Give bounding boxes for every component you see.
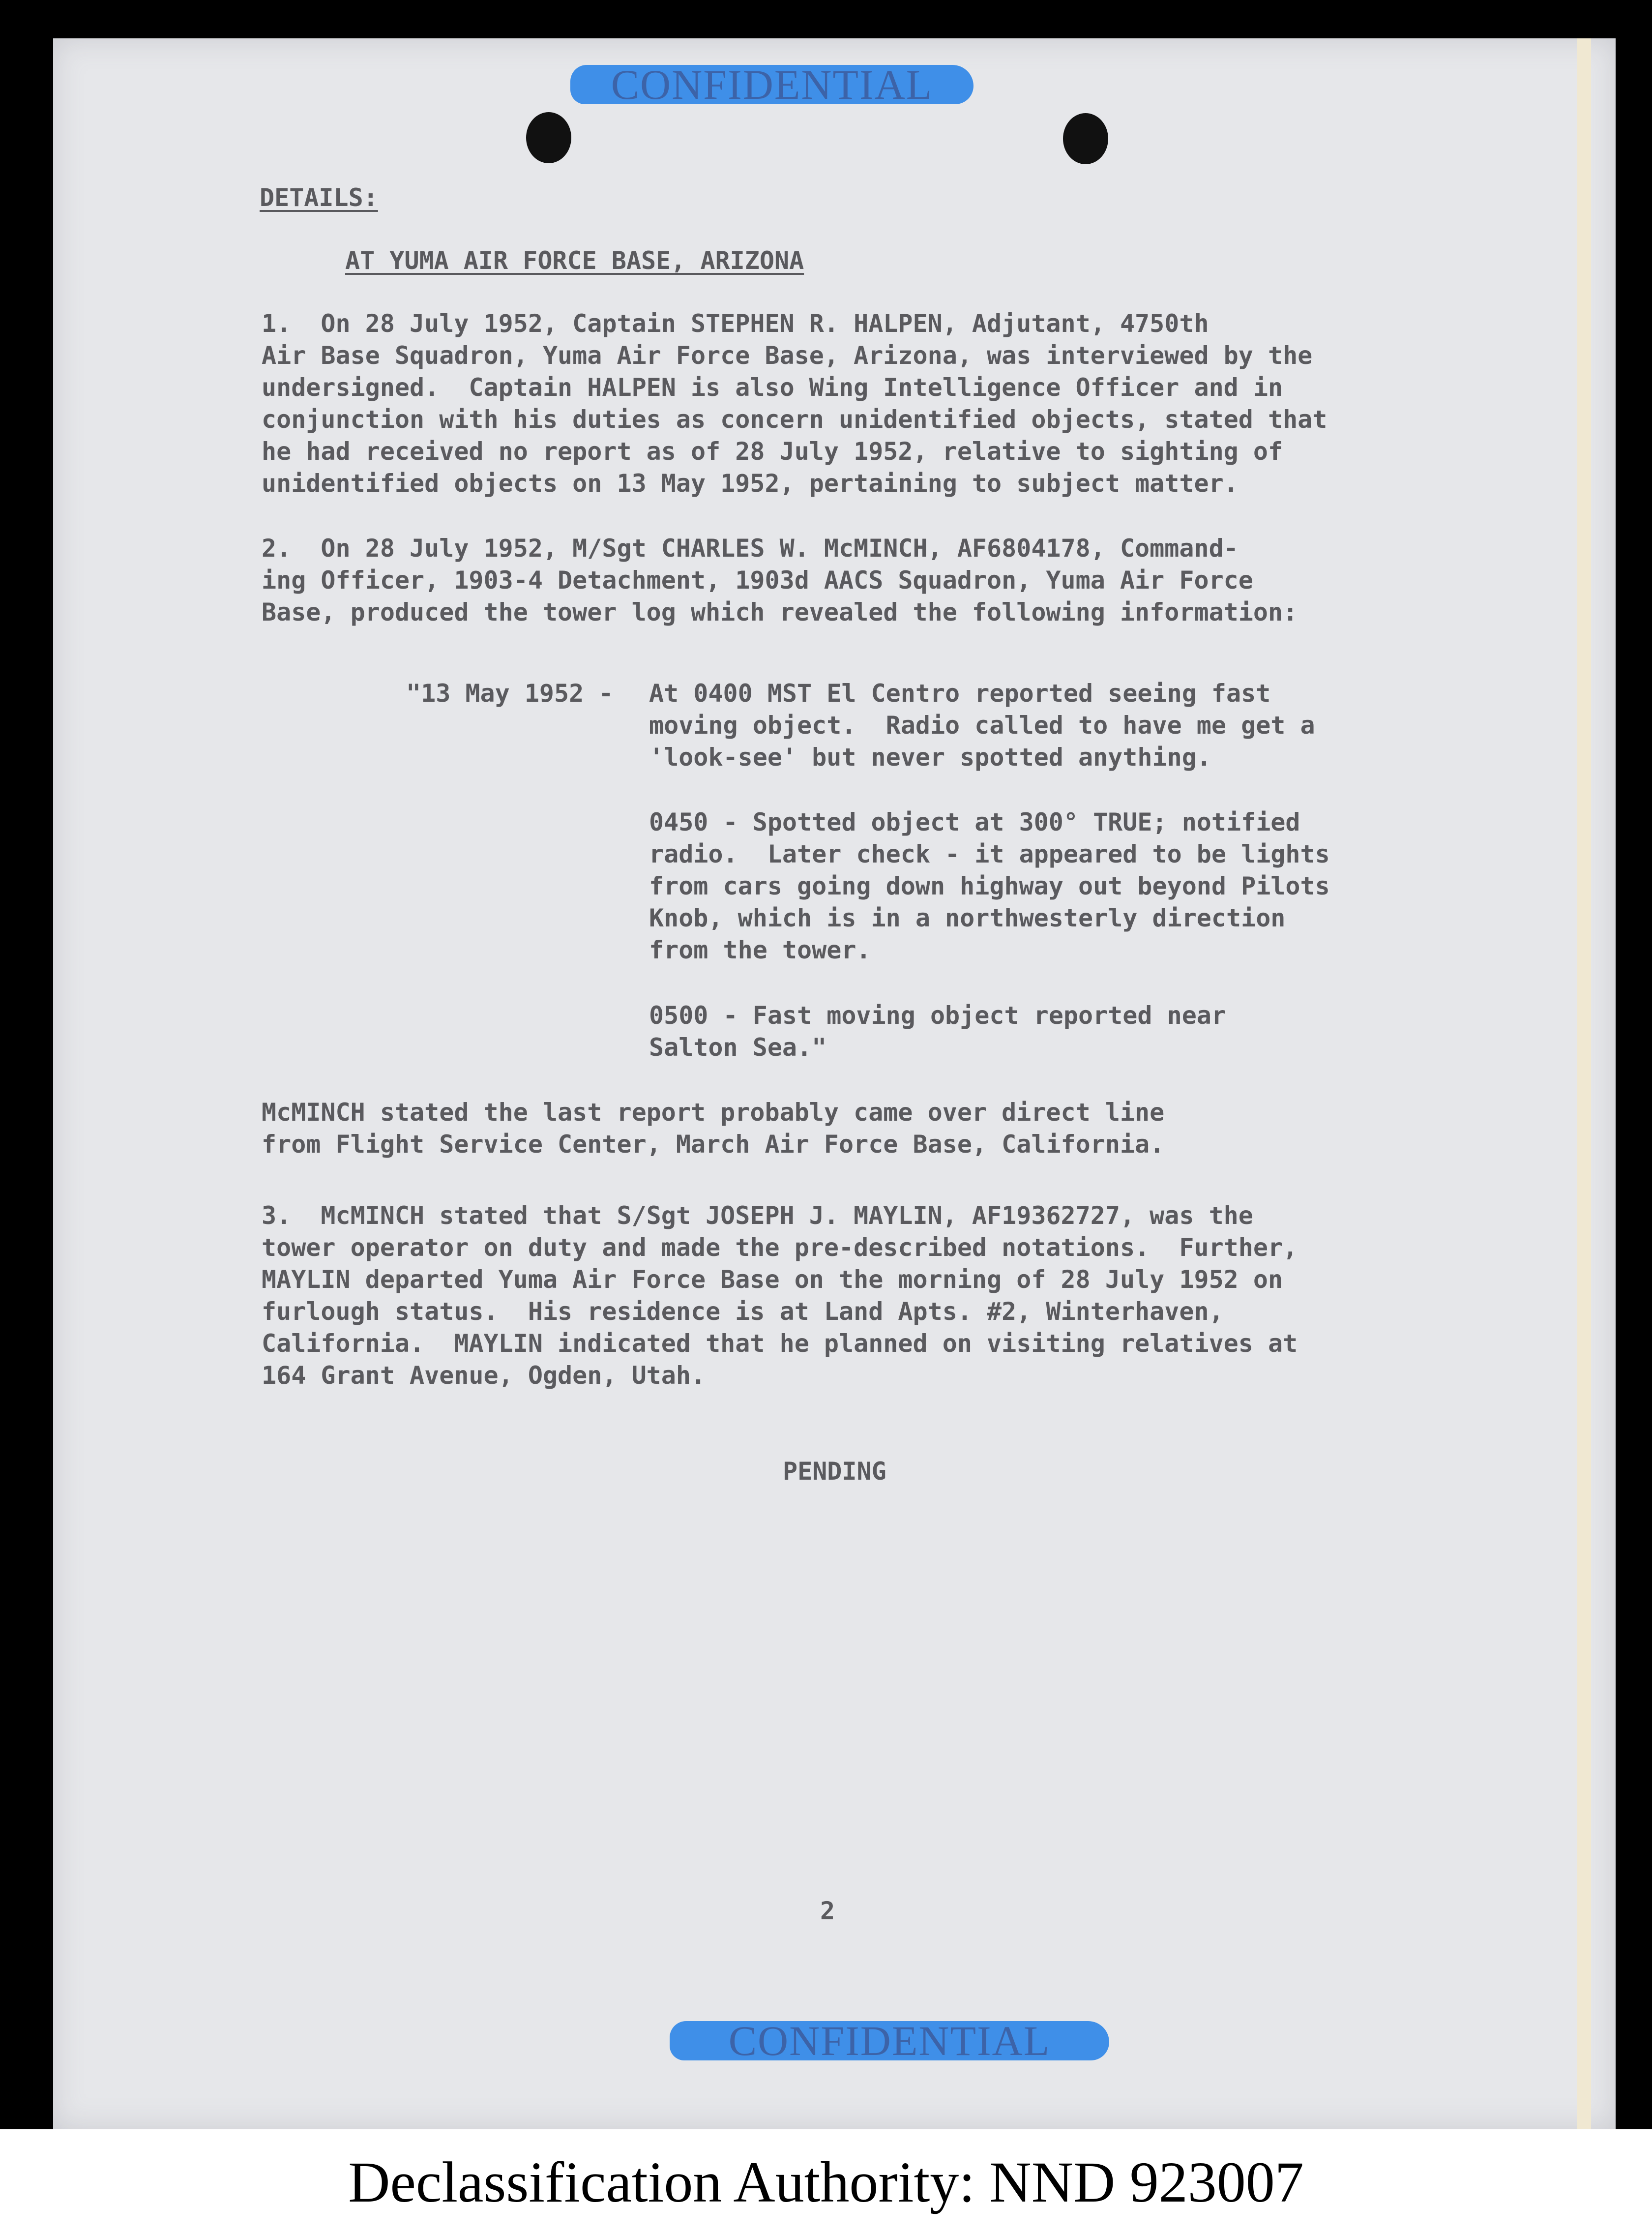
confidential-stamp-top [570,61,974,108]
declassification-authority-text: Declassification Authority: NND 923007 [348,2149,1304,2214]
paragraph-mcminch: McMINCH stated the last report probably came over direct line from Flight Service Center, March Air Force Base, California. [262,1098,1165,1159]
confidential-stamp-bottom [670,2017,1109,2064]
details-heading: DETAILS: [260,183,378,212]
tower-log-entry-0400: At 0400 MST El Centro reported seeing fast moving object. Radio called to have me get a 'look-see' but never spotted anything. [649,679,1315,772]
punch-hole-left [526,112,571,163]
tower-log-date: "13 May 1952 - [406,679,614,708]
status-pending: PENDING [783,1457,886,1486]
confidential-stamp-top-text: CONFIDENTIAL [611,61,933,108]
declassification-footer [0,2129,1652,2235]
paragraph-2: 2. On 28 July 1952, M/Sgt CHARLES W. McMINCH, AF6804178, Command- ing Officer, 1903-4 Detachment, 1903d AACS Squadron, Yuma Air Force Base, produced the tower log which revealed the following information: [262,534,1298,626]
paper-edge [1577,38,1591,2129]
tower-log-entry-0450: 0450 - Spotted object at 300° TRUE; notified radio. Later check - it appeared to be lights from cars going down highway out beyond Pilots Knob, which is in a northwesterly direction from the tower. [649,808,1330,964]
punch-hole-right [1063,113,1108,164]
location-subheading: AT YUMA AIR FORCE BASE, ARIZONA [345,246,804,275]
tower-log-entry-0500: 0500 - Fast moving object reported near Salton Sea." [649,1001,1226,1062]
confidential-stamp-bottom-text: CONFIDENTIAL [728,2017,1051,2064]
paragraph-1: 1. On 28 July 1952, Captain STEPHEN R. HALPEN, Adjutant, 4750th Air Base Squadron, Yuma Air Force Base, Arizona, was interviewed by the undersigned. Captain HALPEN is also Wing Intelligence Officer and in conjunction with his duties as concern unidentified objects, stated that he had received no report as of 28 July 1952, relative to sighting of unidentified objects on 13 May 1952, pertaining to subject matter. [262,309,1328,498]
paragraph-3: 3. McMINCH stated that S/Sgt JOSEPH J. MAYLIN, AF19362727, was the tower operator on duty and made the pre-described notations. Further, MAYLIN departed Yuma Air Force Base on the morning of 28 July 1952 on furlough status. His residence is at Land Apts. #2, Winterhaven, California. MAYLIN indicated that he planned on visiting relatives at 164 Grant Avenue, Ogden, Utah. [262,1201,1298,1390]
page-number: 2 [820,1897,835,1925]
document-page [53,38,1616,2129]
